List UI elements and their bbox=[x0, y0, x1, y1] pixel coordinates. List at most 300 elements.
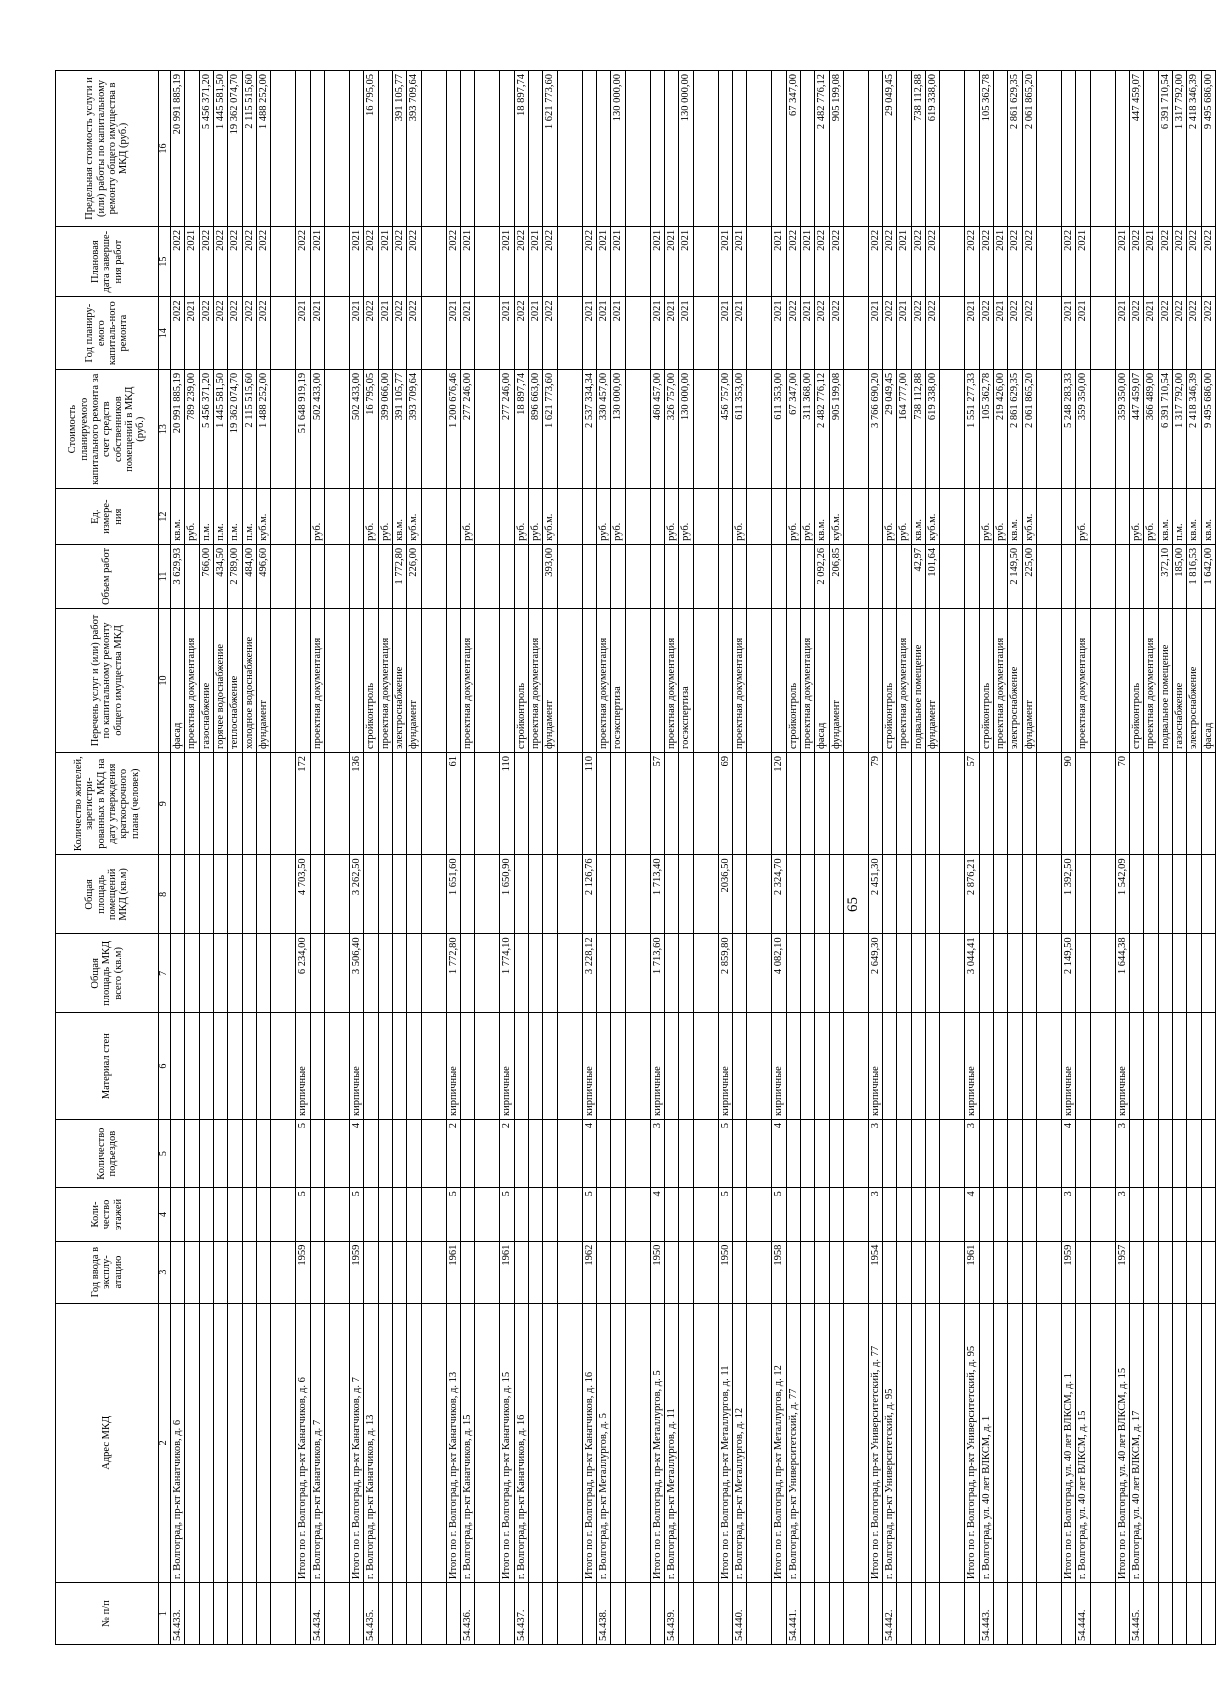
table-cell bbox=[460, 752, 474, 854]
table-cell bbox=[1076, 1013, 1090, 1120]
table-cell: 2022 bbox=[543, 226, 557, 296]
table-cell bbox=[786, 934, 800, 1013]
table-cell: Итого по г. Волгоград, пр-кт Канатчиков, д. 6 bbox=[296, 1303, 310, 1583]
table-cell bbox=[1022, 752, 1036, 854]
table-cell: 2022 bbox=[829, 226, 843, 296]
table-cell: 20 991 885,19 bbox=[171, 369, 185, 489]
table-cell bbox=[407, 1303, 421, 1583]
spacer-cell bbox=[1090, 1188, 1115, 1241]
table-row bbox=[185, 71, 199, 1645]
column-number: 7 bbox=[159, 934, 171, 1013]
spacer-cell bbox=[271, 226, 296, 296]
table-cell bbox=[1130, 752, 1144, 854]
table-cell bbox=[228, 1583, 242, 1645]
table-cell: 57 bbox=[650, 752, 664, 854]
table-cell bbox=[679, 934, 693, 1013]
table-cell: фундамент bbox=[1022, 608, 1036, 752]
table-cell bbox=[1144, 544, 1158, 608]
table-cell: 5 bbox=[718, 1188, 732, 1241]
table-cell: 1950 bbox=[718, 1241, 732, 1303]
table-cell: 1 774,10 bbox=[500, 934, 514, 1013]
table-cell bbox=[364, 1013, 378, 1120]
table-cell: кирпичные bbox=[718, 1013, 732, 1120]
spacer-cell bbox=[324, 1303, 349, 1583]
table-cell bbox=[718, 544, 732, 608]
table-cell: 18 897,74 bbox=[514, 71, 528, 227]
table-cell bbox=[800, 71, 814, 227]
table-cell: 434,50 bbox=[213, 544, 227, 608]
table-cell bbox=[1130, 1013, 1144, 1120]
table-row bbox=[500, 71, 514, 1645]
table-cell bbox=[1187, 1120, 1201, 1188]
table-cell: 3 bbox=[1062, 1188, 1076, 1241]
table-cell bbox=[364, 1188, 378, 1241]
table-cell bbox=[772, 608, 786, 752]
spacer-cell bbox=[747, 752, 772, 854]
spacer-cell bbox=[843, 1583, 868, 1645]
table-row bbox=[718, 71, 732, 1645]
table-cell bbox=[543, 1013, 557, 1120]
table-cell bbox=[786, 752, 800, 854]
table-cell: 5 bbox=[500, 1188, 514, 1241]
table-cell: 2022 bbox=[171, 226, 185, 296]
table-cell bbox=[664, 934, 678, 1013]
table-cell: 2021 bbox=[897, 297, 911, 370]
table-cell bbox=[1144, 752, 1158, 854]
table-cell bbox=[979, 1188, 993, 1241]
spacer-cell bbox=[557, 855, 582, 934]
table-cell: 5 bbox=[772, 1188, 786, 1241]
spacer-cell bbox=[747, 934, 772, 1013]
table-cell bbox=[815, 1241, 829, 1303]
table-cell: руб. bbox=[897, 489, 911, 544]
table-cell: 2022 bbox=[1062, 226, 1076, 296]
table-cell: 456 757,00 bbox=[718, 369, 732, 489]
table-cell: 6 391 710,54 bbox=[1158, 369, 1172, 489]
table-cell: 2022 bbox=[1130, 297, 1144, 370]
table-cell bbox=[718, 1583, 732, 1645]
table-cell: руб. bbox=[528, 489, 542, 544]
table-cell bbox=[868, 1583, 882, 1645]
table-cell: 2022 bbox=[1201, 297, 1215, 370]
table-cell bbox=[911, 855, 925, 934]
table-cell: 2022 bbox=[392, 226, 406, 296]
table-cell: 9 495 686,00 bbox=[1201, 71, 1215, 227]
table-cell: п.м. bbox=[213, 489, 227, 544]
table-cell: 1961 bbox=[965, 1241, 979, 1303]
table-cell bbox=[1187, 1583, 1201, 1645]
table-cell: кирпичные bbox=[500, 1013, 514, 1120]
spacer-cell bbox=[693, 71, 718, 227]
table-cell: 2 789,00 bbox=[228, 544, 242, 608]
table-cell: 51 648 919,19 bbox=[296, 369, 310, 489]
table-cell: 1 445 581,50 bbox=[213, 369, 227, 489]
table-cell: руб. bbox=[310, 489, 324, 544]
table-cell bbox=[1076, 1188, 1090, 1241]
spacer-cell bbox=[693, 544, 718, 608]
table-cell: кирпичные bbox=[1115, 1013, 1129, 1120]
table-cell: кирпичные bbox=[868, 1013, 882, 1120]
spacer-cell bbox=[625, 369, 650, 489]
table-cell bbox=[679, 1120, 693, 1188]
table-cell bbox=[528, 1188, 542, 1241]
table-cell: 1 644,38 bbox=[1115, 934, 1129, 1013]
spacer-cell bbox=[747, 1120, 772, 1188]
table-cell bbox=[1008, 1188, 1022, 1241]
table-cell: 4 bbox=[1062, 1120, 1076, 1188]
spacer-cell bbox=[1037, 1120, 1062, 1188]
table-cell bbox=[582, 489, 596, 544]
table-cell bbox=[772, 1583, 786, 1645]
table-row bbox=[829, 71, 843, 1645]
table-cell bbox=[786, 1188, 800, 1241]
spacer-cell bbox=[940, 752, 965, 854]
table-cell bbox=[800, 855, 814, 934]
table-cell bbox=[1173, 855, 1187, 934]
table-cell: руб. bbox=[378, 489, 392, 544]
table-cell: 2 061 865,20 bbox=[1022, 369, 1036, 489]
table-cell bbox=[185, 752, 199, 854]
table-cell bbox=[994, 71, 1008, 227]
spacer-cell bbox=[693, 608, 718, 752]
table-cell bbox=[829, 1188, 843, 1241]
table-cell bbox=[664, 1188, 678, 1241]
table-row bbox=[514, 71, 528, 1645]
table-cell bbox=[926, 1120, 940, 1188]
table-row bbox=[349, 71, 363, 1645]
spacer-cell bbox=[693, 1188, 718, 1241]
table-cell bbox=[815, 1188, 829, 1241]
table-cell bbox=[1187, 1241, 1201, 1303]
table-cell bbox=[611, 1188, 625, 1241]
table-cell: 2022 bbox=[1187, 226, 1201, 296]
table-cell bbox=[868, 608, 882, 752]
table-cell: 18 897,74 bbox=[514, 369, 528, 489]
table-cell: 2022 bbox=[1008, 226, 1022, 296]
table-cell: 2021 bbox=[772, 297, 786, 370]
table-cell: г. Волгоград, пр-кт Университетский, д. 77 bbox=[786, 1303, 800, 1583]
spacer-cell bbox=[625, 1120, 650, 1188]
table-cell: 2022 bbox=[979, 226, 993, 296]
table-cell: 2 649,30 bbox=[868, 934, 882, 1013]
table-cell bbox=[926, 752, 940, 854]
spacer-cell bbox=[747, 544, 772, 608]
table-cell bbox=[185, 1013, 199, 1120]
table-cell: 1959 bbox=[349, 1241, 363, 1303]
table-cell bbox=[1144, 1013, 1158, 1120]
table-cell: 1 317 792,00 bbox=[1173, 71, 1187, 227]
table-cell bbox=[664, 544, 678, 608]
table-cell: 2022 bbox=[979, 297, 993, 370]
table-cell bbox=[1187, 752, 1201, 854]
table-cell: 5 bbox=[446, 1188, 460, 1241]
table-cell: 6 234,00 bbox=[296, 934, 310, 1013]
row-spacer bbox=[324, 71, 349, 1645]
table-cell: фундамент bbox=[829, 608, 843, 752]
table-cell bbox=[199, 1303, 213, 1583]
table-cell: 2022 bbox=[392, 297, 406, 370]
table-cell: 16 795,05 bbox=[364, 369, 378, 489]
spacer-cell bbox=[1090, 1241, 1115, 1303]
table-cell bbox=[407, 1013, 421, 1120]
column-header: Количество подъездов bbox=[56, 1120, 159, 1188]
spacer-cell bbox=[557, 1583, 582, 1645]
table-cell bbox=[500, 1583, 514, 1645]
table-cell bbox=[786, 1120, 800, 1188]
table-cell: горячее водоснабжение bbox=[213, 608, 227, 752]
spacer-cell bbox=[271, 489, 296, 544]
table-cell: госэкспертиза bbox=[611, 608, 625, 752]
table-cell: 4 bbox=[582, 1120, 596, 1188]
table-cell bbox=[528, 855, 542, 934]
table-cell bbox=[460, 1188, 474, 1241]
spacer-cell bbox=[475, 369, 500, 489]
table-cell: г. Волгоград, пр-кт Канатчиков, д. 13 bbox=[364, 1303, 378, 1583]
table-cell bbox=[1201, 1188, 1215, 1241]
table-cell: руб. bbox=[994, 489, 1008, 544]
spacer-cell bbox=[1037, 752, 1062, 854]
table-cell bbox=[185, 1188, 199, 1241]
table-cell bbox=[1115, 489, 1129, 544]
spacer-cell bbox=[271, 71, 296, 227]
table-cell: 54.437. bbox=[514, 1583, 528, 1645]
table-cell: 54.440. bbox=[732, 1583, 746, 1645]
table-cell: 2022 bbox=[786, 297, 800, 370]
table-cell bbox=[994, 1303, 1008, 1583]
table-cell bbox=[213, 855, 227, 934]
spacer-cell bbox=[324, 71, 349, 227]
spacer-cell bbox=[421, 855, 446, 934]
table-cell: 225,00 bbox=[1022, 544, 1036, 608]
table-cell: кирпичные bbox=[296, 1013, 310, 1120]
table-cell: 359 350,00 bbox=[1076, 369, 1090, 489]
table-cell: 2 bbox=[500, 1120, 514, 1188]
table-cell: 2 418 346,39 bbox=[1187, 369, 1201, 489]
table-cell bbox=[926, 1188, 940, 1241]
table-cell: 2022 bbox=[446, 226, 460, 296]
table-cell: руб. bbox=[611, 489, 625, 544]
table-cell bbox=[732, 752, 746, 854]
table-cell: 54.441. bbox=[786, 1583, 800, 1645]
table-cell: 2021 bbox=[800, 297, 814, 370]
table-cell: 2 418 346,39 bbox=[1187, 71, 1201, 227]
spacer-cell bbox=[1090, 544, 1115, 608]
table-cell bbox=[446, 544, 460, 608]
table-cell bbox=[528, 1120, 542, 1188]
table-cell bbox=[171, 752, 185, 854]
table-row bbox=[1062, 71, 1076, 1645]
table-cell: г. Волгоград, ул. 40 лет ВЛКСМ, д. 17 bbox=[1130, 1303, 1144, 1583]
spacer-cell bbox=[557, 608, 582, 752]
table-cell bbox=[1187, 934, 1201, 1013]
table-cell: 2022 bbox=[256, 226, 270, 296]
table-cell bbox=[378, 1188, 392, 1241]
table-cell: руб. bbox=[1076, 489, 1090, 544]
table-cell bbox=[407, 752, 421, 854]
spacer-cell bbox=[1037, 855, 1062, 934]
table-cell: 2021 bbox=[1062, 297, 1076, 370]
table-cell: госэкспертиза bbox=[679, 608, 693, 752]
table-cell bbox=[1022, 1583, 1036, 1645]
table-cell: 905 199,08 bbox=[829, 71, 843, 227]
table-cell bbox=[1187, 1303, 1201, 1583]
spacer-cell bbox=[843, 855, 868, 934]
table-cell: 2021 bbox=[500, 226, 514, 296]
spacer-cell bbox=[557, 1241, 582, 1303]
table-cell bbox=[679, 1013, 693, 1120]
spacer-cell bbox=[843, 369, 868, 489]
table-cell: теплоснабжение bbox=[228, 608, 242, 752]
table-cell: 2022 bbox=[514, 297, 528, 370]
spacer-cell bbox=[625, 1303, 650, 1583]
table-cell: 738 112,88 bbox=[911, 71, 925, 227]
spacer-cell bbox=[843, 752, 868, 854]
spacer-cell bbox=[421, 544, 446, 608]
spacer-cell bbox=[1037, 1241, 1062, 1303]
spacer-cell bbox=[421, 608, 446, 752]
table-cell bbox=[1062, 71, 1076, 227]
column-header: Материал стен bbox=[56, 1013, 159, 1120]
table-cell bbox=[732, 855, 746, 934]
table-cell bbox=[1062, 608, 1076, 752]
spacer-cell bbox=[843, 226, 868, 296]
table-cell: 2 092,26 bbox=[815, 544, 829, 608]
table-cell bbox=[185, 1583, 199, 1645]
table-cell: 5 456 371,20 bbox=[199, 71, 213, 227]
table-cell bbox=[242, 1241, 256, 1303]
table-cell bbox=[1076, 1241, 1090, 1303]
spacer-cell bbox=[557, 369, 582, 489]
column-number-row bbox=[159, 71, 171, 1645]
table-cell: проектная документация bbox=[732, 608, 746, 752]
table-row bbox=[582, 71, 596, 1645]
table-cell bbox=[392, 1241, 406, 1303]
table-cell: 2022 bbox=[242, 226, 256, 296]
spacer-cell bbox=[843, 1013, 868, 1120]
table-cell bbox=[228, 1188, 242, 1241]
table-row bbox=[1130, 71, 1144, 1645]
spacer-cell bbox=[421, 752, 446, 854]
table-cell: 16 795,05 bbox=[364, 71, 378, 227]
table-cell: 164 777,00 bbox=[897, 369, 911, 489]
spacer-cell bbox=[475, 1583, 500, 1645]
table-cell: 2021 bbox=[378, 226, 392, 296]
spacer-cell bbox=[747, 855, 772, 934]
table-cell bbox=[349, 489, 363, 544]
table-cell bbox=[979, 934, 993, 1013]
table-cell: руб. bbox=[679, 489, 693, 544]
table-cell bbox=[1158, 1013, 1172, 1120]
table-cell bbox=[1144, 1583, 1158, 1645]
table-cell: 70 bbox=[1115, 752, 1129, 854]
table-cell bbox=[500, 71, 514, 227]
table-cell bbox=[800, 1583, 814, 1645]
spacer-cell bbox=[271, 1188, 296, 1241]
table-cell: кирпичные bbox=[650, 1013, 664, 1120]
table-cell bbox=[1115, 544, 1129, 608]
table-cell bbox=[1076, 855, 1090, 934]
spacer-cell bbox=[271, 1120, 296, 1188]
spacer-cell bbox=[271, 1241, 296, 1303]
table-cell bbox=[800, 752, 814, 854]
table-cell bbox=[664, 752, 678, 854]
table-cell bbox=[611, 544, 625, 608]
spacer-cell bbox=[625, 1241, 650, 1303]
table-cell bbox=[460, 934, 474, 1013]
row-spacer bbox=[693, 71, 718, 1645]
spacer-cell bbox=[421, 489, 446, 544]
table-cell bbox=[213, 1241, 227, 1303]
column-header: Общая площадь помещений МКД (кв.м) bbox=[56, 855, 159, 934]
spacer-cell bbox=[940, 489, 965, 544]
table-cell bbox=[528, 544, 542, 608]
spacer-cell bbox=[1090, 1303, 1115, 1583]
table-cell bbox=[732, 71, 746, 227]
table-row bbox=[310, 71, 324, 1645]
table-cell bbox=[1158, 752, 1172, 854]
table-cell bbox=[1008, 855, 1022, 934]
table-cell: руб. bbox=[883, 489, 897, 544]
table-cell: Итого по г. Волгоград, пр-кт Металлургов, д. 5 bbox=[650, 1303, 664, 1583]
table-cell bbox=[1115, 608, 1129, 752]
table-cell bbox=[349, 1583, 363, 1645]
table-cell: 4 082,10 bbox=[772, 934, 786, 1013]
spacer-cell bbox=[1037, 297, 1062, 370]
table-cell: 1 651,60 bbox=[446, 855, 460, 934]
table-cell: Итого по г. Волгоград, пр-кт Металлургов, д. 12 bbox=[772, 1303, 786, 1583]
spacer-cell bbox=[1090, 369, 1115, 489]
table-cell: 5 bbox=[718, 1120, 732, 1188]
table-cell bbox=[829, 752, 843, 854]
table-cell: куб.м. bbox=[926, 489, 940, 544]
table-cell bbox=[460, 1120, 474, 1188]
table-cell: проектная документация bbox=[528, 608, 542, 752]
table-cell: 2 115 515,60 bbox=[242, 71, 256, 227]
table-cell: 2021 bbox=[296, 297, 310, 370]
spacer-cell bbox=[940, 71, 965, 227]
table-cell bbox=[800, 1013, 814, 1120]
spacer-cell bbox=[843, 934, 868, 1013]
table-row bbox=[1201, 71, 1215, 1645]
table-cell: руб. bbox=[800, 489, 814, 544]
table-cell bbox=[994, 1188, 1008, 1241]
column-header: Объем работ bbox=[56, 544, 159, 608]
table-cell: 54.439. bbox=[664, 1583, 678, 1645]
table-cell bbox=[1173, 1303, 1187, 1583]
table-cell bbox=[596, 71, 610, 227]
table-row bbox=[1158, 71, 1172, 1645]
table-cell bbox=[679, 855, 693, 934]
table-cell: 130 000,00 bbox=[679, 369, 693, 489]
spacer-cell bbox=[271, 544, 296, 608]
table-cell: проектная документация bbox=[1144, 608, 1158, 752]
table-cell: руб. bbox=[979, 489, 993, 544]
table-cell bbox=[199, 1583, 213, 1645]
table-cell bbox=[228, 934, 242, 1013]
table-cell: 2022 bbox=[407, 297, 421, 370]
table-cell bbox=[1173, 1583, 1187, 1645]
table-cell: Итого по г. Волгоград, ул. 40 лет ВЛКСМ, д. 1 bbox=[1062, 1303, 1076, 1583]
table-row bbox=[392, 71, 406, 1645]
spacer-cell bbox=[747, 608, 772, 752]
table-cell bbox=[364, 544, 378, 608]
spacer-cell bbox=[475, 71, 500, 227]
table-cell: 5 bbox=[582, 1188, 596, 1241]
table-cell bbox=[446, 1583, 460, 1645]
table-cell bbox=[883, 544, 897, 608]
spacer-cell bbox=[557, 544, 582, 608]
spacer-cell bbox=[1090, 489, 1115, 544]
